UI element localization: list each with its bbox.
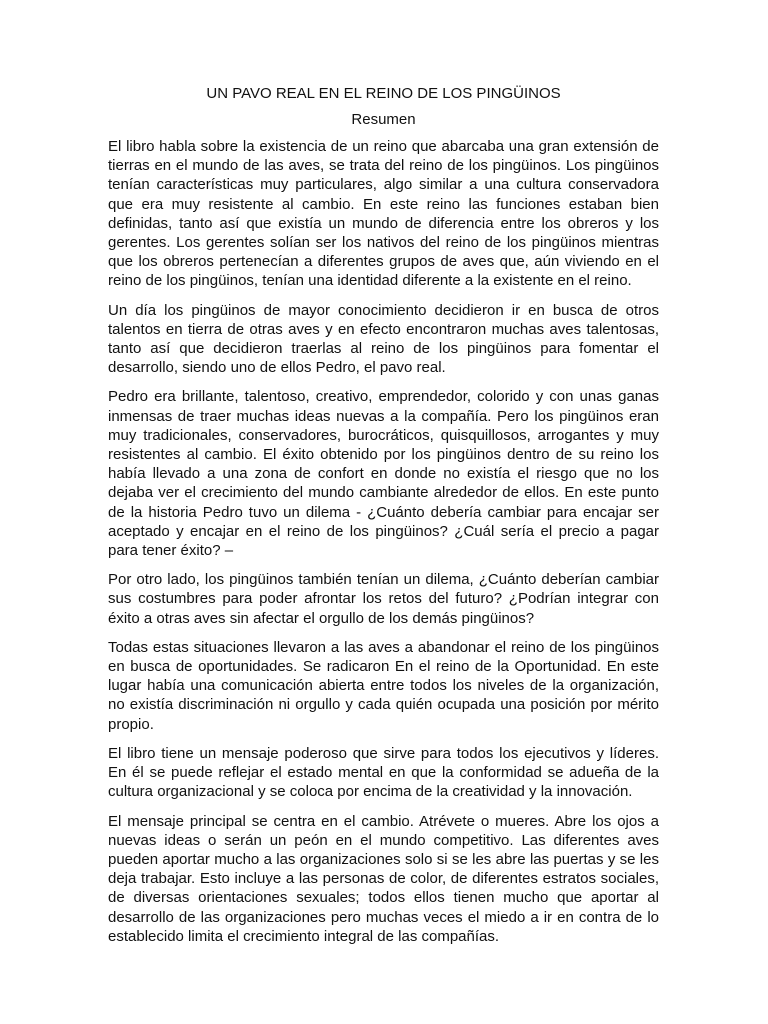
paragraph-3: Pedro era brillante, talentoso, creativo, emprendedor, colorido y con unas ganas inmensas de traer muchas ideas nuevas a la compañía. Pero los pingüinos eran muy tradicionales, conservadores, burocráticos, quisquillosos, arrogantes y muy resistentes al cambio. El éxito obtenido por los pingüinos dentro de su reino los había llevado a una zona de confort en donde no existía el riesgo que no los dejaba ver el crecimiento del mundo cambiante alrededor de ellos. En este punto de la historia Pedro tuvo un dilema - ¿Cuánto debería cambiar para encajar ser aceptado y encajar en el reino de los pingüinos? ¿Cuál sería el precio a pagar para tener éxito? – xyxy=(108,388,659,560)
paragraph-1: El libro habla sobre la existencia de un reino que abarcaba una gran extensión de tierras en el mundo de las aves, se trata del reino de los pingüinos. Los pingüinos tenían características muy particulares, algo similar a una cultura conservadora que era muy resistente al cambio. En este reino las funciones estaban bien definidas, tanto así que existía un mundo de diferencia entre los obreros y los gerentes. Los gerentes solían ser los nativos del reino de los pingüinos mientras que los obreros pertenecían a diferentes grupos de aves que, aún viviendo en el reino de los pingüinos, tenían una identidad diferente a la existente en el reino. xyxy=(108,138,659,290)
document-title: UN PAVO REAL EN EL REINO DE LOS PINGÜINOS xyxy=(206,85,561,102)
paragraph-5: Todas estas situaciones llevaron a las aves a abandonar el reino de los pingüinos en busca de oportunidades. Se radicaron En el reino de la Oportunidad. En este lugar había una comunicación abierta entre todos los niveles de la organización, no existía discriminación ni orgullo y cada quién ocupada una posición por mérito propio. xyxy=(108,638,659,733)
paragraph-7: El mensaje principal se centra en el cambio. Atrévete o mueres. Abre los ojos a nuevas ideas o serán un peón en el mundo competitivo. Las diferentes aves pueden aportar mucho a las organizaciones solo si se les abre las puertas y se les deja trabajar. Esto incluye a las personas de color, de diferentes estratos sociales, de diversas orientaciones sexuales; todos ellos tienen mucho que aportar al desarrollo de las organizaciones pero muchas veces el miedo a ir en contra de lo establecido limita el crecimiento integral de las compañías. xyxy=(108,812,659,945)
paragraph-2: Un día los pingüinos de mayor conocimiento decidieron ir en busca de otros talentos en tierra de otras aves y en efecto encontraron muchas aves talentosas, tanto así que decidieron traerlas al reino de los pingüinos para fomentar el desarrollo, siendo uno de ellos Pedro, el pavo real. xyxy=(108,301,659,377)
paragraph-4: Por otro lado, los pingüinos también tenían un dilema, ¿Cuánto deberían cambiar sus costumbres para poder afrontar los retos del futuro? ¿Podrían integrar con éxito a otras aves sin afectar el orgullo de los demás pingüinos? xyxy=(108,571,659,627)
document-page xyxy=(108,84,659,956)
paragraph-6: El libro tiene un mensaje poderoso que sirve para todos los ejecutivos y líderes. En él se puede reflejar el estado mental en que la conformidad se adueña de la cultura organizacional y se coloca por encima de la creatividad y la innovación. xyxy=(108,744,659,801)
document-subtitle: Resumen xyxy=(351,111,416,128)
